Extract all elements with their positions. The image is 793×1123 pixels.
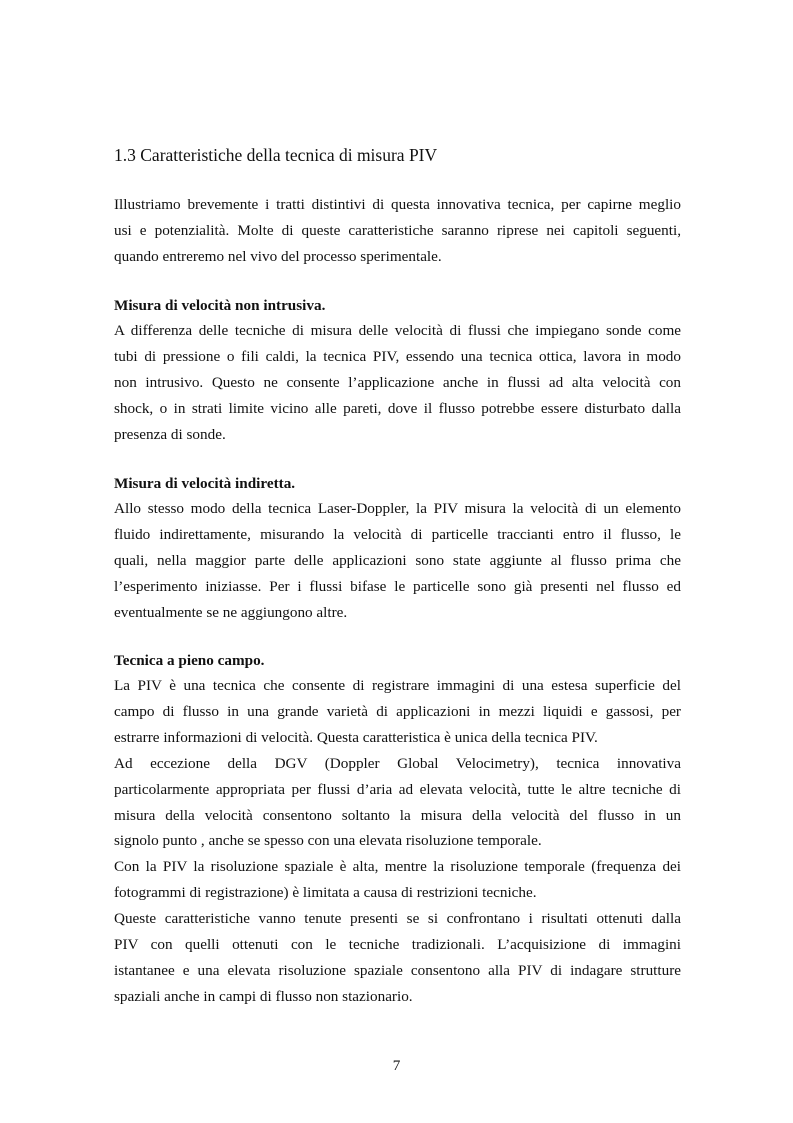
- intro-paragraph: [114, 192, 681, 270]
- text-line: non intrusivo. Questo ne consente l’applicazione anche in flussi ad alta velocità con: [114, 373, 681, 391]
- text-line: Queste caratteristiche vanno tenute presenti se si confrontano i risultati ottenuti dalla: [114, 910, 681, 928]
- text-line: eventualmente se ne aggiungono altre.: [114, 603, 348, 621]
- text-line: A differenza delle tecniche di misura delle velocità di flussi che impiegano sonde come: [114, 322, 681, 339]
- paragraph-non-intrusive: [114, 318, 681, 448]
- text-line: fotogrammi di registrazione) è limitata a causa di restrizioni tecniche.: [114, 884, 537, 902]
- subsection-heading-full-field: Tecnica a pieno campo.: [114, 652, 265, 669]
- text-line: quali, nella maggior parte delle applicazioni sono state aggiunte al flusso prima che: [114, 551, 681, 569]
- text-line: estrarre informazioni di velocità. Questa caratteristica è unica della tecnica PIV.: [114, 728, 598, 746]
- section-title: 1.3 Caratteristiche della tecnica di misura PIV: [114, 145, 438, 165]
- text-line: misura della velocità consentono soltanto la misura della velocità del flusso in un: [114, 806, 681, 824]
- paragraph-indirect: [114, 496, 681, 626]
- text-line: spaziali anche in campi di flusso non stazionario.: [114, 987, 413, 1005]
- subsection-heading-non-intrusive: Misura di velocità non intrusiva.: [114, 297, 326, 314]
- text-line: La PIV è una tecnica che consente di registrare immagini di una estesa superficie del: [114, 677, 681, 694]
- text-line: Illustriamo brevemente i tratti distintivi di questa innovativa tecnica, per capirne meglio: [114, 196, 681, 213]
- text-line: istantanee e una elevata risoluzione spaziale consentono alla PIV di indagare strutture: [114, 961, 681, 979]
- text-line: quando entreremo nel vivo del processo sperimentale.: [114, 247, 442, 265]
- paragraph-full-field: [114, 673, 681, 1010]
- text-line: Con la PIV la risoluzione spaziale è alta, mentre la risoluzione temporale (frequenza dei: [114, 858, 681, 876]
- text-line: usi e potenzialità. Molte di queste caratteristiche saranno riprese nei capitoli seguenti,: [114, 221, 681, 239]
- text-line: particolarmente appropriata per flussi d’aria ad elevata velocità, tutte le altre tecniche di: [114, 780, 681, 798]
- text-line: Ad eccezione della DGV (Doppler Global Velocimetry), tecnica innovativa: [114, 754, 681, 772]
- text-line: Allo stesso modo della tecnica Laser-Doppler, la PIV misura la velocità di un elemento: [114, 500, 681, 517]
- text-line: shock, o in strati limite vicino alle pareti, dove il flusso potrebbe essere disturbato dalla: [114, 399, 681, 417]
- text-line: signolo punto , anche se spesso con una elevata risoluzione temporale.: [114, 832, 542, 850]
- page-number: 7: [392, 1057, 401, 1074]
- text-line: campo di flusso in una grande varietà di applicazioni in mezzi liquidi e gassosi, per: [114, 702, 681, 720]
- text-line: presenza di sonde.: [114, 425, 226, 443]
- text-line: PIV con quelli ottenuti con le tecniche tradizionali. L’acquisizione di immagini: [114, 936, 681, 954]
- text-line: l’esperimento iniziasse. Per i flussi bifase le particelle sono già presenti nel flusso ed: [114, 577, 681, 595]
- text-line: fluido indirettamente, misurando la velocità di particelle traccianti entro il flusso, le: [114, 525, 681, 543]
- text-line: tubi di pressione o fili caldi, la tecnica PIV, essendo una tecnica ottica, lavora in modo: [114, 347, 681, 365]
- subsection-heading-indirect: Misura di velocità indiretta.: [114, 475, 296, 492]
